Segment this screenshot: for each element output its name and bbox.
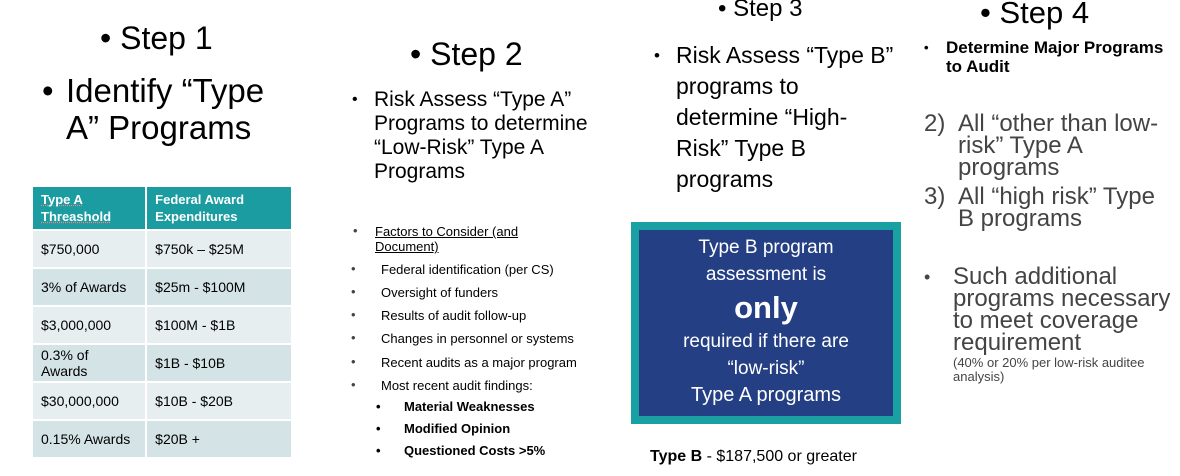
list-item: • Recent audits as a major program (351, 354, 577, 370)
bullet: • (980, 0, 991, 30)
bullet: • (924, 40, 929, 55)
header-threshold: Type A Threashold (33, 187, 145, 229)
table-row (33, 383, 291, 419)
table-cell: $100M - $1B (147, 307, 291, 343)
bullet: • (100, 20, 112, 56)
step1-heading: • Step 1 (100, 20, 213, 56)
box-line: assessment is (705, 264, 827, 285)
table-row (33, 269, 291, 305)
coverage-note: (40% or 20% per low-risk auditee analysis) (953, 355, 1145, 384)
table-cell: $750,000 (33, 231, 145, 267)
list-item: • Oversight of funders (351, 284, 499, 300)
header-expenditures: Federal Award Expenditures (147, 187, 291, 229)
type-b-threshold: Type B - $187,500 or greater (650, 448, 857, 465)
table-row (33, 421, 291, 457)
table-row (33, 307, 291, 343)
list-item: • Federal identification (per CS) (351, 261, 554, 277)
bullet: • (410, 36, 422, 72)
type-a-threshold-table (31, 185, 293, 459)
table-cell: $750k – $25M (147, 231, 291, 267)
list-item: • Results of audit follow-up (351, 307, 527, 323)
step3-title: • Risk Assess “Type B” programs to determine “High-Risk” Type B programs (654, 42, 894, 192)
list-item: • Changes in personnel or systems (351, 330, 574, 346)
table-cell: $25m - $100M (147, 269, 291, 305)
step4-heading: • Step 4 (980, 0, 1089, 31)
box-emphasis: only (734, 290, 798, 325)
table-cell: 0.15% Awards (33, 421, 145, 457)
major-program-item: 2) All “other than low-risk” Type A programs (924, 110, 1159, 181)
additional-programs: • Such additional programs necessary to meet coverage requirement (40% or 20% per low-risk auditee analysis) (924, 266, 1174, 384)
table-cell: $1B - $10B (147, 345, 291, 381)
step4-title: • Determine Major Programs to Audit (924, 38, 1164, 76)
table-row (33, 231, 291, 267)
type-b-assessment-box (631, 222, 901, 424)
table-cell: 3% of Awards (33, 269, 145, 305)
box-line: “low-risk” (727, 358, 805, 379)
bullet: • (654, 46, 660, 65)
bullet: • (352, 91, 358, 108)
bullet: • (718, 0, 727, 22)
finding-item: • Questioned Costs >5% (376, 443, 546, 458)
box-line: required if there are (683, 331, 849, 352)
box-line: Type A programs (690, 384, 842, 406)
table-cell: $3,000,000 (33, 307, 145, 343)
finding-item: • Material Weaknesses (376, 399, 535, 414)
list-item: • Most recent audit findings: (351, 377, 533, 393)
bullet: • (42, 72, 54, 109)
table-cell: $30,000,000 (33, 383, 145, 419)
bullet: • (924, 267, 931, 287)
step2-title: • Risk Assess “Type A” Programs to determine “Low-Risk” Type A Programs (352, 88, 588, 183)
table-cell: 0.3% of Awards (33, 345, 145, 381)
table-header-row (33, 187, 291, 229)
table-cell: $10B - $20B (147, 383, 291, 419)
step2-heading: • Step 2 (410, 36, 523, 72)
table-row (33, 345, 291, 381)
step3-heading: • Step 3 (718, 0, 802, 23)
box-line: Type B program (698, 237, 834, 258)
step1-title: • Identify “Type A” Programs (42, 72, 265, 146)
finding-item: • Modified Opinion (376, 421, 511, 436)
major-program-item: 3) All “high risk” Type B programs (924, 183, 1155, 232)
factors-heading: • Factors to Consider (and Document) (353, 223, 519, 254)
type-b-assessment-inner (639, 230, 893, 416)
table-cell: $20B + (147, 421, 291, 457)
